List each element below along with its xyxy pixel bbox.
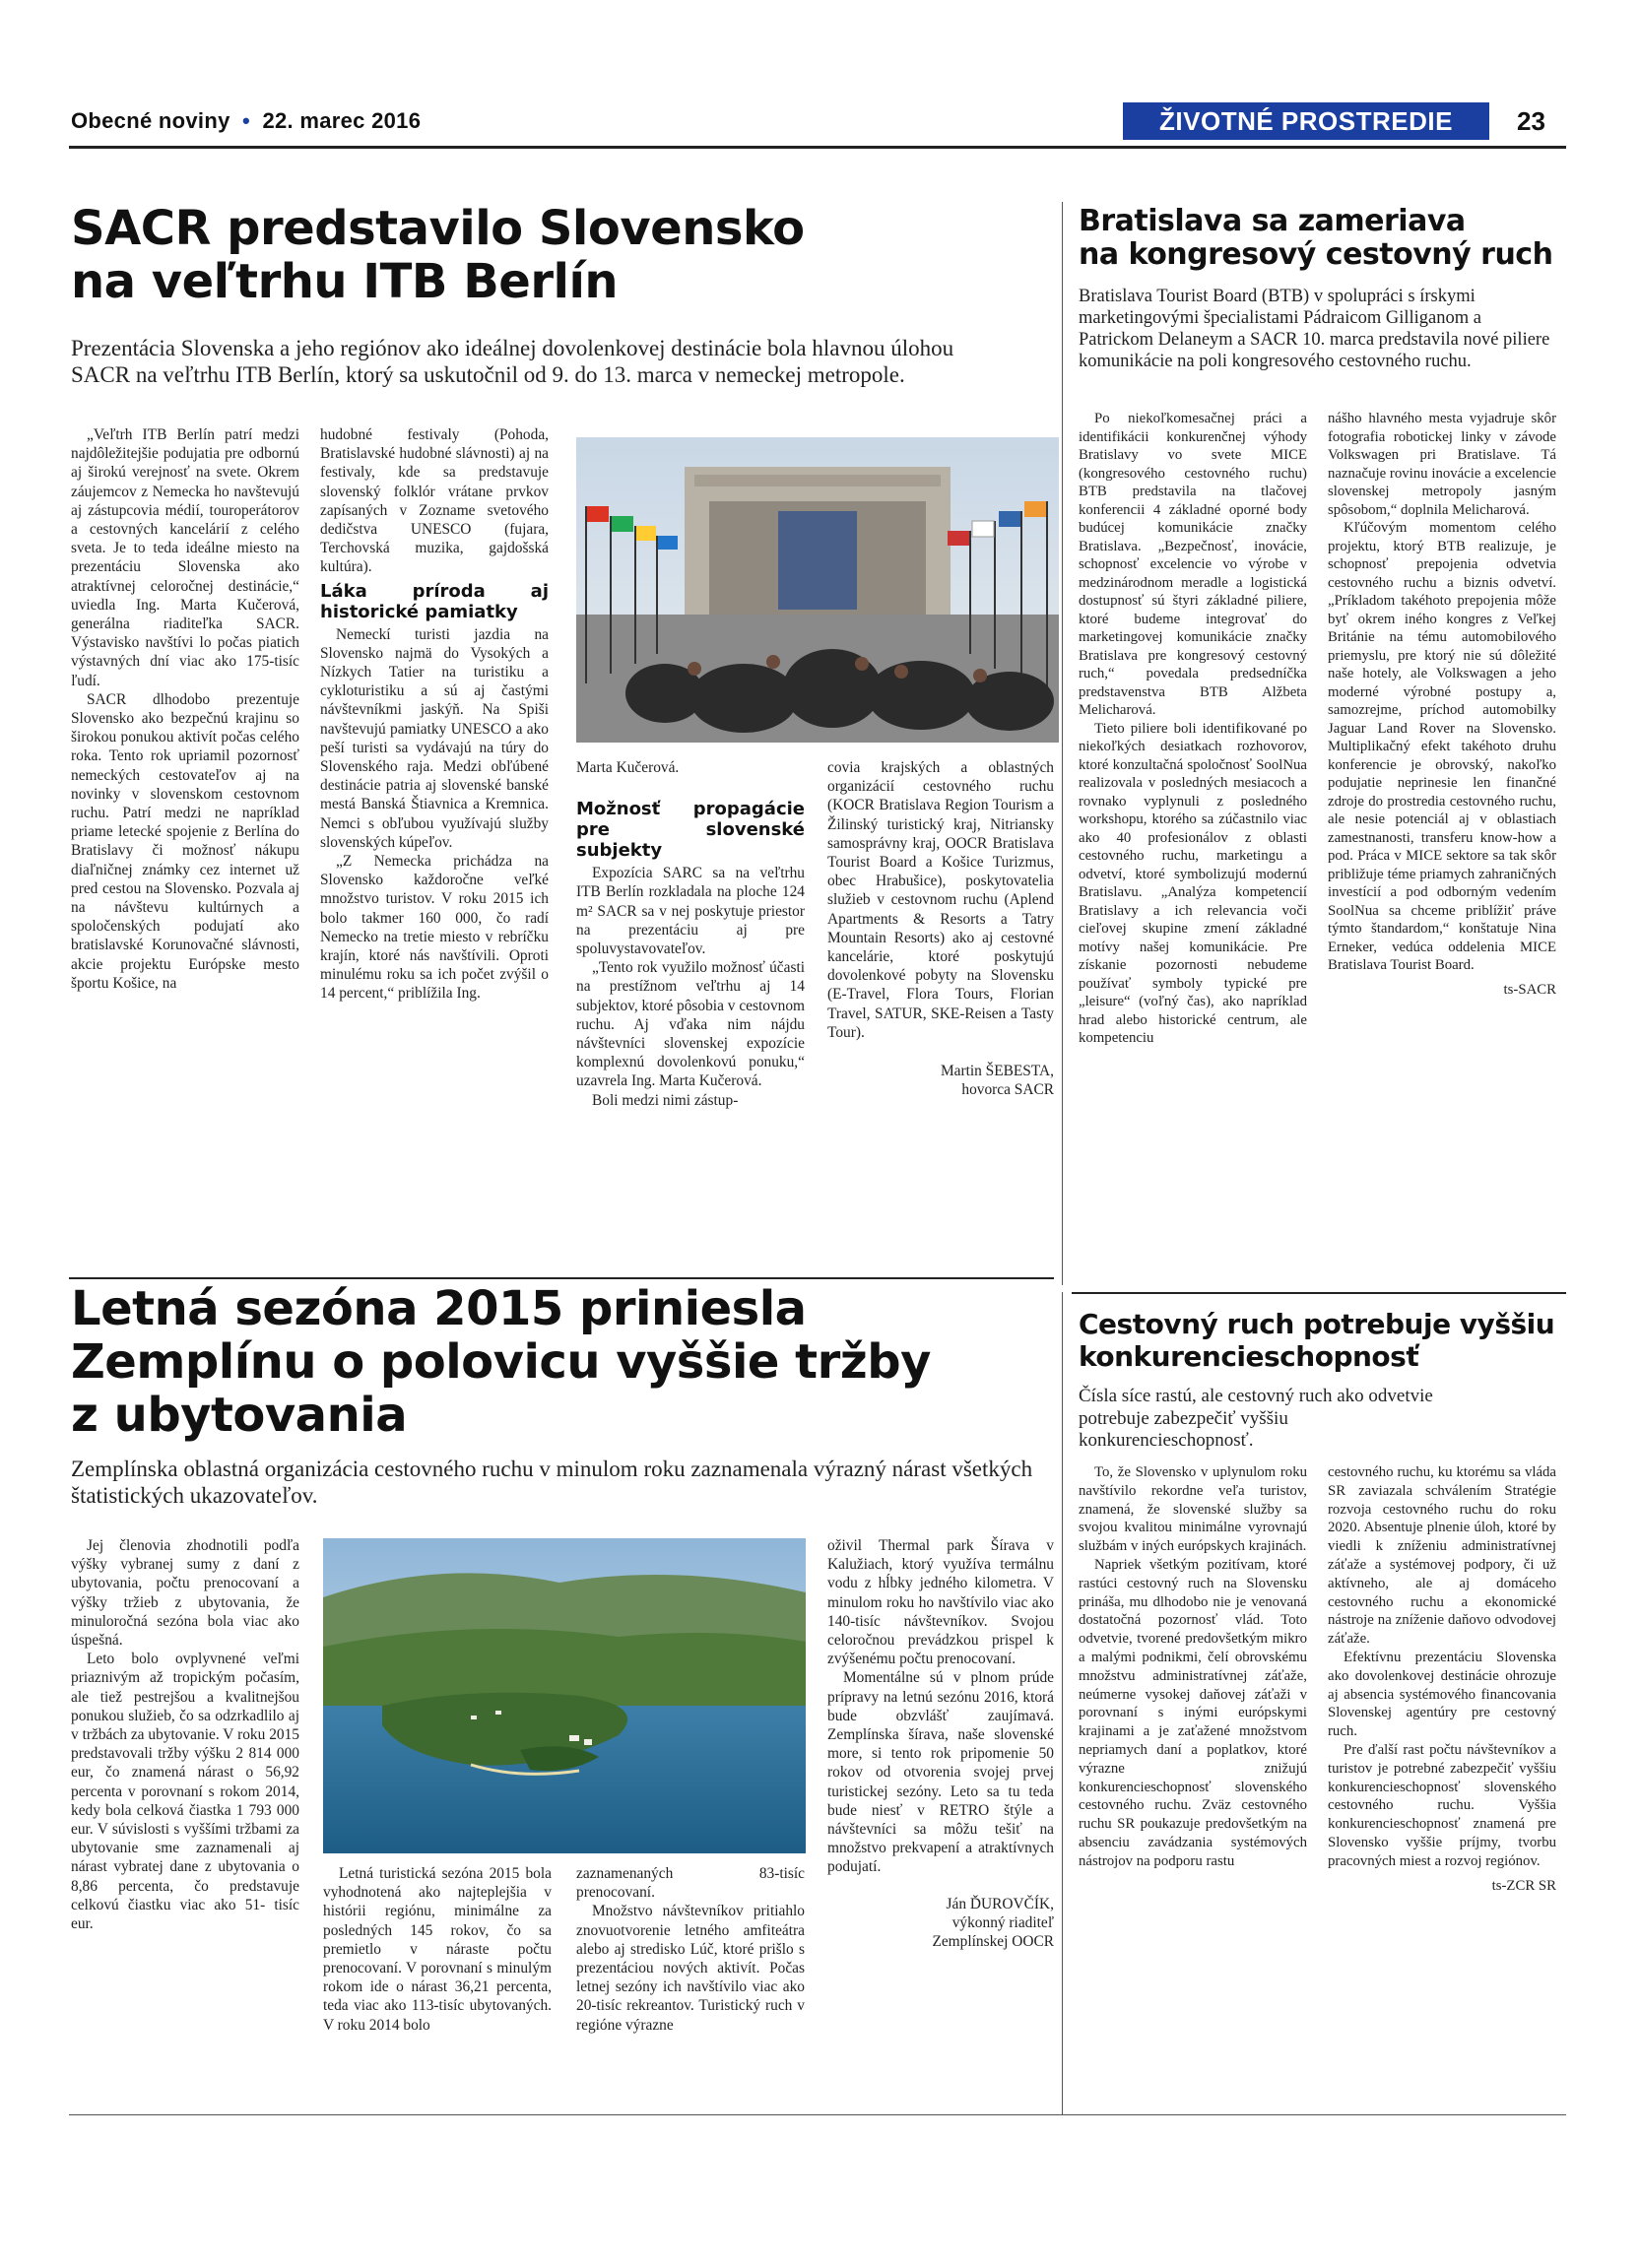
- paragraph: cestovného ruchu, ku ktorému sa vláda SR zaviazala schválením Stratégie rozvoja cestovného ruchu do roku 2020. Absentuje plnenie úloh, ktoré by viedli k zníženiu administratívnej záťaže a systémovej podpory, či už aktívneho, ale aj domáceho cestovného ruchu a ekonomické nástroje na zníženie daňovo odvodovej záťaže.: [1328, 1464, 1556, 1648]
- article4-title: [1079, 1308, 1554, 1373]
- article1-subheading-2: Možnosť propagácie pre slovenské subjekty: [576, 799, 805, 862]
- paragraph: covia krajských a oblastných organizácií cestovného ruchu (KOCR Bratislava Region Tourism a Žilinský turistický kraj, Nitriansky samosprávny kraj, OOCR Bratislava Tourist Board a Košice Turizmus, obec Hrabušice), poskytovatelia služieb v cestovnom ruchu (Aplend Apartments & Resorts a Tatry Mountain Resorts) ako aj cestovné kancelárie, ktoré poskytujú dovolenkové pobyty na Slovensku (E-Travel, Flora Tours, Florian Travel, SATUR, SKE-Reisen a Tasty Tour).: [827, 759, 1054, 1041]
- article2-lead: Bratislava Tourist Board (BTB) v spolupráci s írskymi marketingovými špecialistami Pádraicom Gilliganom a Patrickom Delaneym a SACR 10. marca predstavila nové piliere komunikácie na poli kongresového cestovného ruchu.: [1079, 287, 1550, 371]
- article2-title: [1079, 205, 1552, 272]
- paragraph: hudobné festivaly (Pohoda, Bratislavské hudobné slávnosti) aj na festivaly, kde sa predstavuje slovenský folklór vrátane prvkov zapísaných v Zozname svetového dedičstva UNESCO (fujara, Terchovská muzika, gajdošská kultúra).: [320, 426, 549, 576]
- author-signature: ts-SACR: [1503, 981, 1556, 998]
- section-rule-left: [69, 1277, 1054, 1279]
- header-rule: [69, 146, 1566, 149]
- article4-lead: Čísla síce rastú, ale cestovný ruch ako odvetvie potrebuje zabezpečiť vyššiu konkurencieschopnosť.: [1079, 1386, 1433, 1451]
- author-role: výkonný riaditeľ: [951, 1913, 1054, 1931]
- masthead: [71, 108, 421, 134]
- article3-title-line2: Zemplínu o polovicu vyššie tržby: [71, 1334, 931, 1390]
- paragraph: Kľúčovým momentom celého projektu, ktorý BTB realizuje, je schopnosť prepojenia odvetvia cestovného ruchu a biznis odvetví. „Príkladom takéhoto prepojenia môže byť okrem iného kongres z Veľkej Británie na tému automobilového priemyslu, pre ktorý nie sú dôležité naše hotely, ale Volkswagen a jeho moderné výrobné postupy a, samozrejme, príchod automobilky Jaguar Land Rover na Slovensko. Multiplikačný efekt takéhoto druhu konferencie je obrovský, nakoľko podujatie neprinesie len finančné zdroje do prostredia cestovného ruchu, ale nesie potenciál aj v oblastiach zamestnanosti, transferu know-how a pod. Práca v MICE sektore sa tak skôr približuje téme priamych zahraničných investícií a pod odborným vedením SoolNua sa chceme priblížiť práve týmto štandardom,“ konštatuje Nina Erneker, vedúca oddelenia MICE Bratislava Tourist Board.: [1328, 520, 1556, 973]
- article3-col3: [576, 1864, 805, 2035]
- article3-col1: [71, 1536, 299, 1933]
- author-signature: ts-ZCR SR: [1491, 1877, 1556, 1894]
- zemplin-photo-illustration: [323, 1538, 806, 1853]
- article3-col4: [827, 1536, 1054, 1951]
- bullet: •: [242, 108, 251, 133]
- article1-title: [71, 202, 805, 308]
- itb-photo-illustration: [576, 437, 1059, 743]
- paragraph: Po niekoľkomesačnej práci a identifikácii konkurenčnej výhody Bratislavy vo svete MICE (kongresového cestovného ruchu) BTB predstavila na tlačovej konferencii 4 základné oporné body budúcej komunikácie značky Bratislava. „Bezpečnosť, inovácie, schopnosť excelencie vo výrobe v medzinárodnom meradle a logistická dostupnosť sú štyri základné piliere, ktoré budeme integrovať do marketingovej komunikácie značky Bratislava pre kongresový cestovný ruch,“ povedala predsedníčka predstavenstva BTB Alžbeta Melicharová.: [1079, 411, 1307, 718]
- zemplin-lake-photo: [323, 1538, 806, 1853]
- author-role: hovorca SACR: [961, 1081, 1054, 1099]
- article3-col2: [323, 1864, 552, 2035]
- paragraph: Leto bolo ovplyvnené veľmi priaznivým až tropickým počasím, ale tiež pestrejšou a kvalitnejšou ponukou služieb, čo sa odzrkadlilo aj v tržbách za ubytovanie. V roku 2015 predstavovali tržby výšku 2 814 000 eur, čo znamená nárast o 56,92 percenta v porovnaní s rokom 2014, kedy bola celková čiastka 1 793 000 eur. V súvislosti s vyššími tržbami za ubytovanie sme zaznamenali aj nárast vybratej dane z ubytovania o 8,86 percenta, čo predstavuje celkovú čiastku viac ako 51- tisíc eur.: [71, 1651, 299, 1933]
- section-rule-right: [1072, 1292, 1566, 1294]
- paragraph: zaznamenaných 83-tisíc prenocovaní.: [576, 1865, 805, 1902]
- paragraph: SACR dlhodobo prezentuje Slovensko ako bezpečnú krajinu so širokou ponukou aktivít počas celého roka. Tento rok upriamil pozornosť nemeckých cestovateľov aj na novinky v slovenskom cestovnom ruchu. Patrí medzi ne napríklad priame letecké spojenie z Berlína do Bratislavy či možnosť nákupu diaľničnej známky cez internet už pred cestou na Slovensko. Pozvala aj na návštevu kultúrnych a spoločenských podujatí ako bratislavské Korunovačné slávnosti, akcie projektu Európske mesto športu Košice, na: [71, 690, 299, 992]
- paragraph: To, že Slovensko v uplynulom roku navštívilo rekordne veľa turistov, znamená, že slovenské služby sa svojou kvalitou minimálne vyrovnajú službám v iných európskych krajinách.: [1079, 1464, 1307, 1555]
- column-divider-bottom: [1062, 1292, 1063, 2114]
- itb-berlin-photo: [576, 437, 1059, 743]
- paragraph: Efektívnu prezentáciu Slovenska ako dovolenkovej destinácie ohrozuje aj absencia systémového financovania Slovenskej agentúry pre cestovný ruch.: [1328, 1649, 1556, 1740]
- page-number: 23: [1517, 106, 1545, 136]
- article1-title-line1: SACR predstavilo Slovensko: [71, 201, 805, 256]
- article1-col4: [827, 758, 1054, 1099]
- author-organization: Zemplínskej OOCR: [932, 1933, 1054, 1951]
- paragraph: „Z Nemecka prichádza na Slovensko každoročne veľké množstvo turistov. V roku 2015 ich bolo takmer 160 000, čo radí Nemecko na tretie miesto v rebríčku krajín, ktoré nás navštívili. Oproti minulému roku sa ich počet zvýšil o 14 percent,“ priblížila Ing.: [320, 853, 549, 1003]
- article3-title: [71, 1282, 931, 1442]
- paragraph: Momentálne sú v plnom prúde prípravy na letnú sezónu 2016, ktorá bude obzvlášť zaujímavá. Zemplínska šírava, naše slovenské more, si tento rok pripomenie 50 rokov od otvorenia svojej prvej turistickej sezóny. Leto sa tu teda bude niesť v RETRO štýle a návštevníci sa môžu tešiť na množstvo prekvapení a atraktívnych podujatí.: [827, 1669, 1054, 1876]
- article3-title-line3: z ubytovania: [71, 1388, 408, 1443]
- paragraph: Nemeckí turisti jazdia na Slovensko najmä do Vysokých a Nízkych Tatier na turistiku a cykloturistiku a sú aj častými návštevníkmi jaskýň. Na Spiši navštevujú pamiatky UNESCO a ako peší turisti sa vydávajú na túry do Slovenského raja. Medzi obľúbené destinácie patria aj slovenské banské mestá Banská Štiavnica a Kremnica. Nemci s obľubou využívajú služby slovenských kúpeľov.: [320, 625, 549, 851]
- article4-col1: [1079, 1463, 1307, 1871]
- article2-col2: [1328, 410, 1556, 999]
- issue-date: 22. marec 2016: [262, 108, 422, 133]
- article2-title-line1: Bratislava sa zameriava: [1079, 204, 1466, 238]
- paragraph: „Veľtrh ITB Berlín patrí medzi najdôležitejšie podujatia pre odbornú aj širokú verejnosť na svete. Okrem záujemcov z Nemecka ho navštevujú aj zástupcovia médií, touroperátorov a cestovných kancelárií z celého sveta. Je to teda ideálne miesto na prezentáciu Slovenska ako atraktívnej celoročnej destinácie,“ uviedla Ing. Marta Kučerová, generálna riaditeľka SACR. Výstavisko navštívi lo počas piatich výstavných dní viac ako 175-tisíc ľudí.: [71, 426, 299, 689]
- paragraph: Boli medzi nimi zástup-: [592, 1091, 739, 1109]
- paragraph: oživil Thermal park Šírava v Kalužiach, ktorý využíva termálnu vodu z hĺbky jedného kilometra. V minulom roku ho navštívilo viac ako 140-tisíc návštevníkov. Svojou celoročnou prevádzkou prispel k zvýšenému počtu prenocovaní.: [827, 1537, 1054, 1668]
- section-label: ŽIVOTNÉ PROSTREDIE: [1123, 102, 1489, 140]
- column-divider-top: [1062, 202, 1063, 1285]
- article3-lead: Zemplínska oblastná organizácia cestovného ruchu v minulom roku zaznamenala výrazný nárast všetkých štatistických ukazovateľov.: [71, 1457, 1033, 1508]
- paragraph: Množstvo návštevníkov pritiahlo znovuotvorenie letného amfiteátra alebo aj stredisko Lúč, ktoré prišlo s prezentáciou nových aktivít. Počas letnej sezóny ich navštívilo viac ako 20-tisíc rekreantov. Turistický ruch v regióne výrazne: [576, 1903, 805, 2034]
- article3-title-line1: Letná sezóna 2015 priniesla: [71, 1281, 807, 1336]
- paragraph: Napriek všetkým pozitívam, ktoré rastúci cestovný ruch na Slovensku prináša, mu dlhodobo nie je venovaná dostatočná pozornosť vlád. Toto odvetvie, tvorené predovšetkým mikro a malými podnikmi, čelí obrovskému množstvu administratívnej záťaže, neúmerne vysokej daňovej záťaži v porovnaní s inými európskymi krajinami a je zaťažené množstvom nepriamych daní a poplatkov, ktoré výrazne znižujú konkurencieschopnosť slovenského cestovného ruchu. Zväz cestovného ruchu SR poukazuje predovšetkým na absenciu zavádzania systémových nástrojov na podporu rastu: [1079, 1556, 1307, 1869]
- article2-col1: [1079, 410, 1307, 1048]
- paragraph: „Tento rok využilo možnosť účasti na prestížnom veľtrhu aj 14 subjektov, ktoré pôsobia v cestovnom ruchu. Aj vďaka nim nájdu návštevníci slovenskej expozície komplexnú dovolenkovú ponuku,“ uzavrela Ing. Marta Kučerová.: [576, 959, 805, 1090]
- article1-col1: [71, 425, 299, 993]
- footer-rule: [69, 2114, 1566, 2115]
- article2-title-line2: na kongresový cestovný ruch: [1079, 237, 1553, 272]
- author-name: Ján ĎUROVČÍK,: [946, 1895, 1054, 1912]
- paragraph: Pre ďalší rast počtu návštevníkov a turistov je potrebné zabezpečiť vyššiu konkurencieschopnosť slovenského cestovného ruchu. Vyššia konkurencieschopnosť znamená pre Slovensko vyššie príjmy, tvorbu pracovných miest a rozvoj regiónov.: [1328, 1741, 1556, 1869]
- article1-title-line2: na veľtrhu ITB Berlín: [71, 254, 619, 309]
- article1-col2: [320, 425, 549, 1004]
- article4-title-line2: konkurencieschopnosť: [1079, 1340, 1419, 1373]
- paragraph: Expozícia SARC sa na veľtrhu ITB Berlín rozkladala na ploche 124 m² SACR sa v nej poskytuje priestor na prezentáciu aj pre spoluvystavovateľov.: [576, 865, 805, 958]
- article4-col2: [1328, 1463, 1556, 1895]
- article4-title-line1: Cestovný ruch potrebuje vyššiu: [1079, 1308, 1555, 1340]
- photo-caption: Marta Kučerová.: [576, 759, 680, 776]
- paragraph: Tieto piliere boli identifikované po niekoľkých desiatkach rozhovorov, ktoré konzultačná spoločnosť SoolNua realizovala v posledných mesiacoch a rovnako vyplynuli z posledného workshopu, ktorého sa zúčastnilo viac ako 40 profesionálov z oblasti cestovného ruchu, marketingu a odvetví, ktoré symbolizujú modernú Bratislavu. „Analýza kompetencií Bratislavy a ich relevancia voči cieľovej skupine zmení základné motívy našej komunikácie. Pre získanie pozornosti nebudeme používať symboly typické pre „leisure“ (voľný čas), ako napríklad hrad alebo historické centrum, ale kompetenciu: [1079, 720, 1307, 1046]
- paragraph: Jej členovia zhodnotili podľa výšky vybranej sumy z daní z ubytovania, počtu prenocovaní a výšky tržieb z ubytovania, že minuloročná sezóna bola viac ako úspešná.: [71, 1537, 299, 1650]
- article1-subheading-1: Láka príroda aj historické pamiatky: [320, 580, 549, 622]
- article1-lead: Prezentácia Slovenska a jeho regiónov ako ideálnej dovolenkovej destinácie bola hlavnou úlohou SACR na veľtrhu ITB Berlín, ktorý sa uskutočnil od 9. do 13. marca v nemeckej metropole.: [71, 336, 954, 387]
- paragraph: nášho hlavného mesta vyjadruje skôr fotografia robotickej linky v závode Volkswagen pri Bratislave. Tá naznačuje rovinu inovácie a excelencie slovenskej metropoly jasným spôsobom,“ doplnila Melicharová.: [1328, 411, 1556, 518]
- article1-col3: [576, 758, 805, 1110]
- publication-name: Obecné noviny: [71, 108, 230, 133]
- author-name: Martin ŠEBESTA,: [940, 1063, 1054, 1080]
- paragraph: Letná turistická sezóna 2015 bola vyhodnotená ako najteplejšia v histórii regiónu, minimálne za posledných 145 rokov, čo sa premietlo v náraste počtu prenocovaní. V porovnaní s minulým rokom ide o nárast 36,21 percenta, teda viac ako 113-tisíc ubytovaných. V roku 2014 bolo: [323, 1865, 552, 2034]
